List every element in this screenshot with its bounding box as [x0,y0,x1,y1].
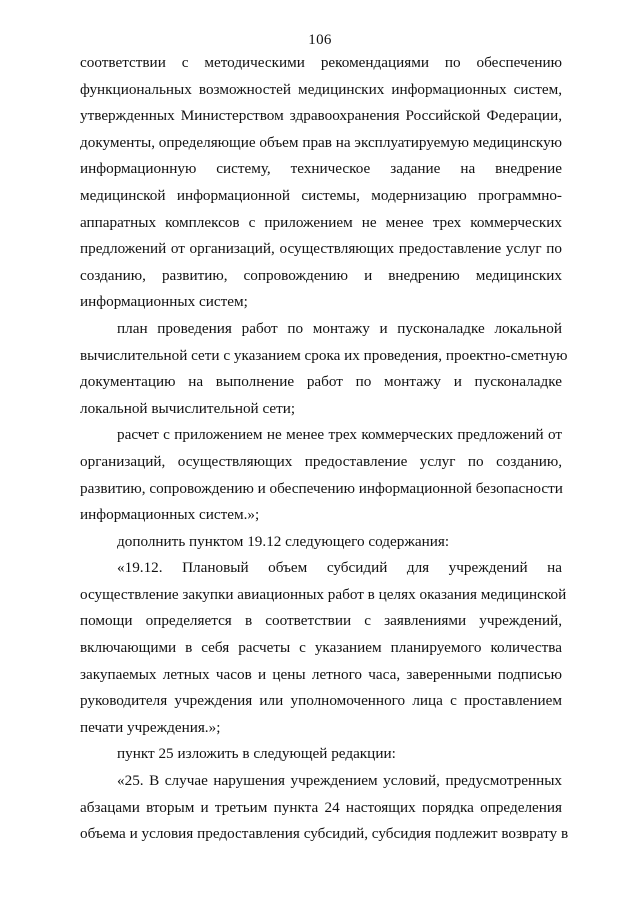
paragraph-amend-19-12 [80,529,562,556]
paragraph-network-plan [80,316,568,422]
text-line: абзацами вторым и третьим пункта 24 настоящих порядка определения [80,798,562,816]
text-line: созданию, развитию, сопровождению и внедрению медицинских [80,266,562,284]
text-line: осуществление закупки авиационных работ в целях оказания медицинской [80,585,567,603]
text-line: помощи определяется в соответствии с заявлениями учреждений, [80,612,562,630]
text-line: «19.12. Плановый объем субсидий для учреждений на [117,559,562,577]
paragraph-clause-19-12 [80,555,567,741]
text-line: дополнить пунктом 19.12 следующего содержания: [117,532,450,550]
text-line: предложений от организаций, осуществляющих предоставление услуг по [80,240,562,258]
text-line: руководителя учреждения или уполномоченного лица с проставлением [80,692,562,710]
text-line: объема и условия предоставления субсидий, субсидия подлежит возврату в [80,825,569,843]
text-line: документацию на выполнение работ по монтажу и пусконаладке [80,373,562,391]
paragraph-amend-25 [80,741,562,768]
paragraph-clause-25 [80,768,569,848]
text-line: закупаемых летных часов и цены летного часа, заверенными подписью [80,665,562,683]
text-line: расчет с приложением не менее трех коммерческих предложений от [117,426,562,444]
text-line: медицинской информационной системы, модернизацию программно- [80,186,562,204]
text-line: локальной вычислительной сети; [80,399,296,417]
text-line: печати учреждения.»; [80,718,221,736]
paragraph-continuation [80,50,562,316]
text-line: план проведения работ по монтажу и пусконаладке локальной [117,319,562,337]
text-line: информационную систему, техническое задание на внедрение [80,160,562,178]
text-line: информационных систем.»; [80,506,260,524]
text-line: пункт 25 изложить в следующей редакции: [117,745,396,763]
text-line: включающими в себя расчеты с указанием планируемого количества [80,639,562,657]
text-line: утвержденных Министерством здравоохранения Российской Федерации, [80,107,562,125]
text-line: функциональных возможностей медицинских информационных систем, [80,80,562,98]
text-line: документы, определяющие объем прав на эксплуатируемую медицинскую [80,133,563,151]
text-line: организаций, осуществляющих предоставление услуг по созданию, [80,452,562,470]
text-line: информационных систем; [80,293,248,311]
text-line: «25. В случае нарушения учреждением условий, предусмотренных [117,772,562,790]
text-line: развитию, сопровождению и обеспечению информационной безопасности [80,479,563,497]
text-line: соответствии с методическими рекомендациями по обеспечению [80,54,562,71]
page-number: 106 [308,32,332,48]
text-line: аппаратных комплексов с приложением не менее трех коммерческих [80,213,562,231]
paragraph-calculation [80,422,562,528]
text-line: вычислительной сети с указанием срока их проведения, проектно-сметную [80,346,568,364]
document-body [80,50,569,848]
